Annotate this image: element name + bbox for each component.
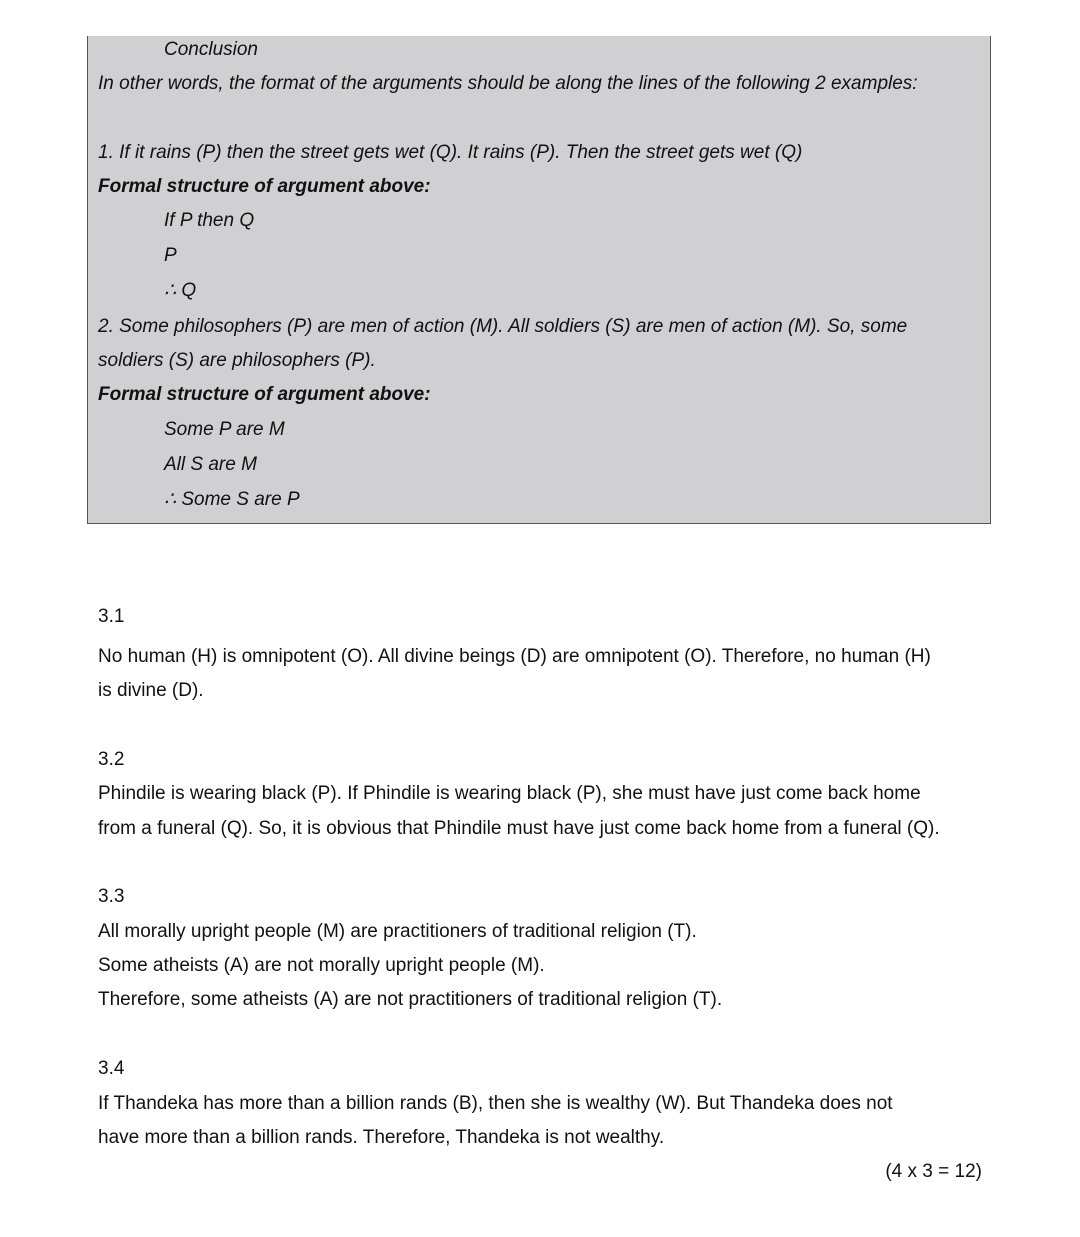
question-3-3-line-3: Therefore, some atheists (A) are not practitioners of traditional religion (T).	[98, 989, 723, 1010]
question-3-4-number: 3.4	[98, 1058, 125, 1079]
intro-text: In other words, the format of the arguments should be along the lines of the following 2 examples:	[98, 73, 918, 94]
question-3-2-number: 3.2	[98, 749, 125, 770]
example-2-conclusion: ∴ Some S are P	[164, 489, 300, 510]
question-3-1-number: 3.1	[98, 606, 125, 627]
question-3-1-line-1: No human (H) is omnipotent (O). All divine beings (D) are omnipotent (O). Therefore, no human (H)	[98, 646, 931, 667]
example-1-structure-heading: Formal structure of argument above:	[98, 176, 431, 197]
example-2-premise-1: Some P are M	[164, 419, 285, 440]
question-3-3-number: 3.3	[98, 886, 125, 907]
question-3-1-line-2: is divine (D).	[98, 680, 204, 701]
example-2-structure-heading: Formal structure of argument above:	[98, 384, 431, 405]
question-3-2-line-2: from a funeral (Q). So, it is obvious that Phindile must have just come back home from a funeral (Q).	[98, 818, 940, 839]
question-3-3-line-1: All morally upright people (M) are practitioners of traditional religion (T).	[98, 921, 697, 942]
question-3-2-line-1: Phindile is wearing black (P). If Phindile is wearing black (P), she must have just come back home	[98, 783, 921, 804]
example-2-text-line-2: soldiers (S) are philosophers (P).	[98, 350, 376, 371]
example-1-premise-1: If P then Q	[164, 210, 255, 231]
example-1-text: 1. If it rains (P) then the street gets wet (Q). It rains (P). Then the street gets wet (Q)	[98, 142, 803, 163]
marks-allocation: (4 x 3 = 12)	[885, 1161, 982, 1182]
example-1-premise-2: P	[164, 245, 177, 266]
example-1-conclusion: ∴ Q	[164, 280, 197, 301]
conclusion-label: Conclusion	[164, 39, 258, 60]
example-2-text-line-1: 2. Some philosophers (P) are men of action (M). All soldiers (S) are men of action (M). So, some	[98, 316, 908, 337]
question-3-4-line-1: If Thandeka has more than a billion rands (B), then she is wealthy (W). But Thandeka does not	[98, 1093, 893, 1114]
instruction-box	[87, 36, 991, 524]
question-3-3-line-2: Some atheists (A) are not morally upright people (M).	[98, 955, 545, 976]
example-2-premise-2: All S are M	[164, 454, 257, 475]
question-3-4-line-2: have more than a billion rands. Therefore, Thandeka is not wealthy.	[98, 1127, 665, 1148]
